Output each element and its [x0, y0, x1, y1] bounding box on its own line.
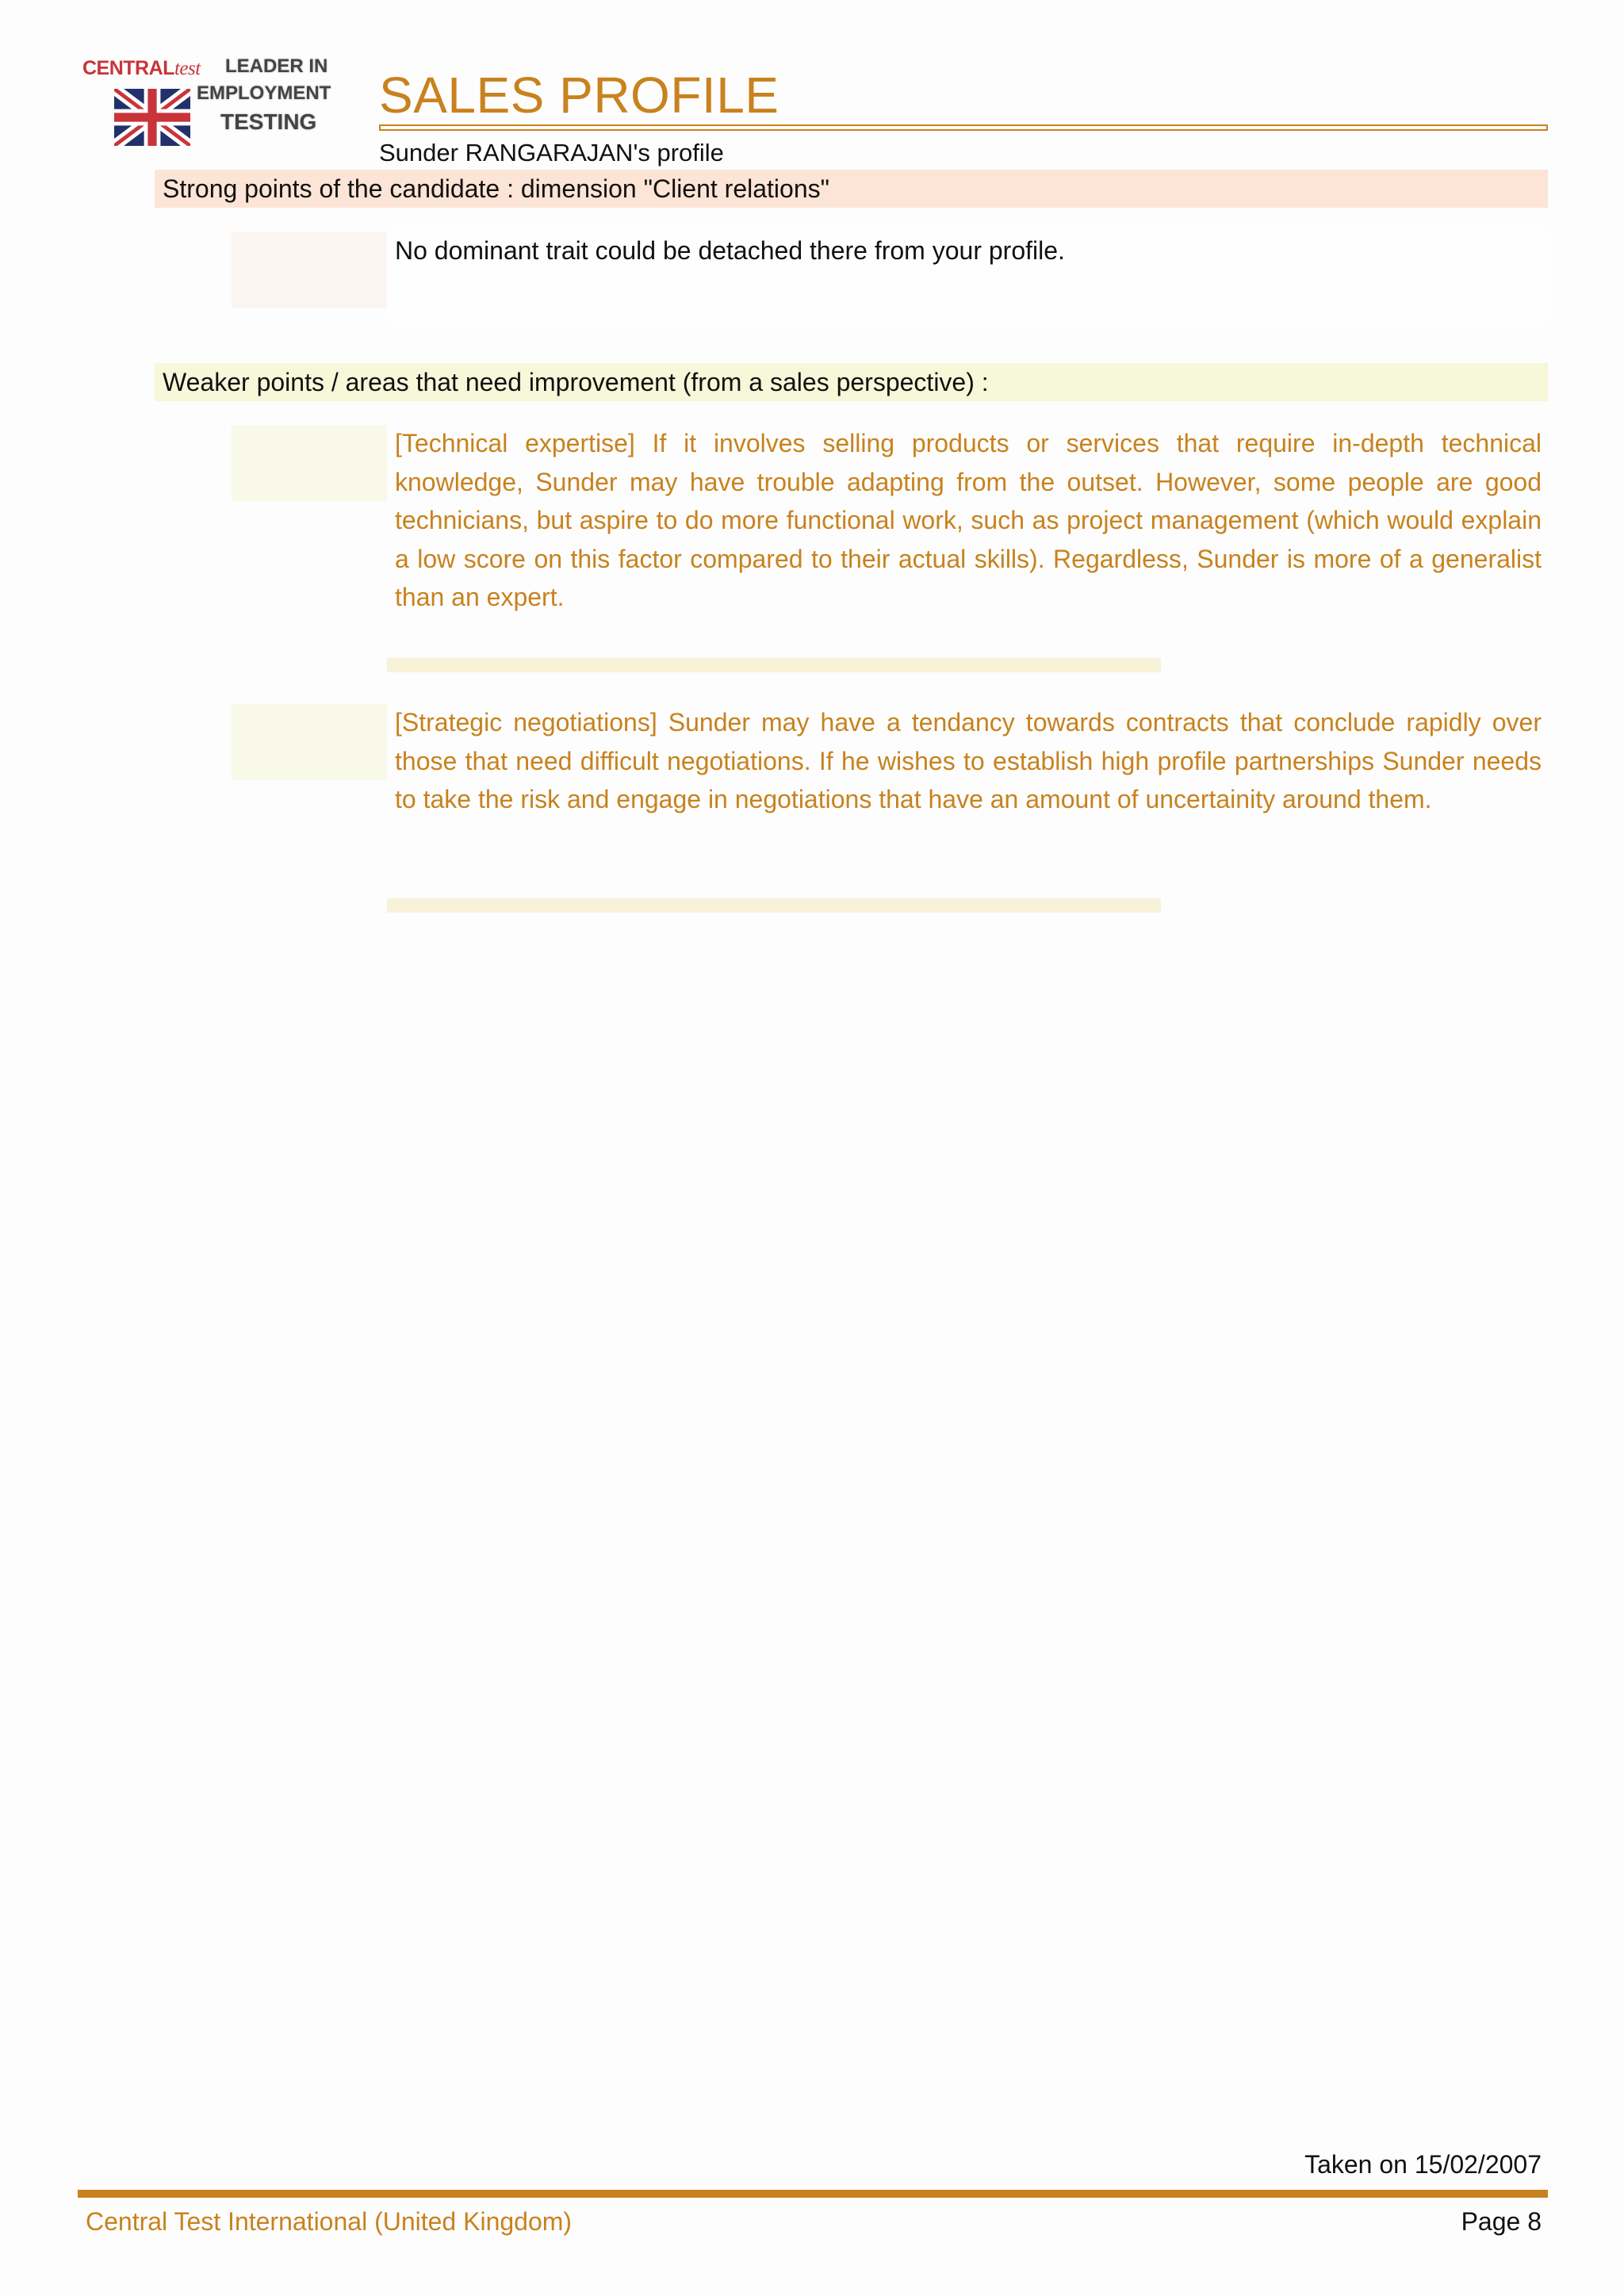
weak-point-placeholder-1 — [232, 425, 387, 501]
footer-company: Central Test International (United Kingdom) — [86, 2207, 573, 2236]
weak-point-text-2: [Strategic negotiations] Sunder may have a tendancy towards contracts that conclude rapidly over those that need difficult negotiations. If he wishes to establish high profile partnerships Sunder needs to take the risk and engage in negotiations that have an amount of uncertainity around them. — [395, 708, 1542, 814]
footer-divider — [78, 2190, 1548, 2198]
page-number: Page 8 — [1461, 2207, 1542, 2236]
title-underline — [379, 124, 1548, 131]
weak-point-text-1: [Technical expertise] If it involves selling products or services that require in-depth technical knowledge, Sunder may have trouble adapting from the outset. However, some people are good technicians, but aspire to do more functional work, such as project management (which would explain a low score on this factor compared to their actual skills). Regardless, Sunder is more of a generalist than an expert. — [395, 429, 1542, 612]
union-jack-flag-icon — [114, 89, 190, 146]
logo-tagline-1: LEADER IN — [225, 55, 328, 77]
weak-point-placeholder-2 — [232, 704, 387, 780]
logo-tagline-3: TESTING — [220, 109, 317, 134]
logo-brand-main: CENTRAL — [82, 57, 174, 79]
taken-date: Taken on 15/02/2007 — [1304, 2150, 1542, 2179]
strong-points-text: No dominant trait could be detached there from your profile. — [395, 236, 1065, 265]
logo-brand-sub: test — [174, 58, 201, 79]
candidate-subtitle: Sunder RANGARAJAN's profile — [379, 139, 724, 166]
weak-points-heading: Weaker points / areas that need improvement (from a sales perspective) : — [155, 363, 1548, 401]
strong-points-placeholder — [232, 232, 387, 308]
weak-point-score-bar-2 — [387, 898, 1161, 913]
company-logo — [79, 52, 357, 155]
weak-point-score-bar-1 — [387, 658, 1161, 672]
logo-tagline-2: EMPLOYMENT — [197, 82, 331, 104]
page-title: SALES PROFILE — [379, 67, 779, 124]
strong-points-heading: Strong points of the candidate : dimension "Client relations" — [155, 170, 1548, 208]
logo-brand — [82, 57, 201, 80]
